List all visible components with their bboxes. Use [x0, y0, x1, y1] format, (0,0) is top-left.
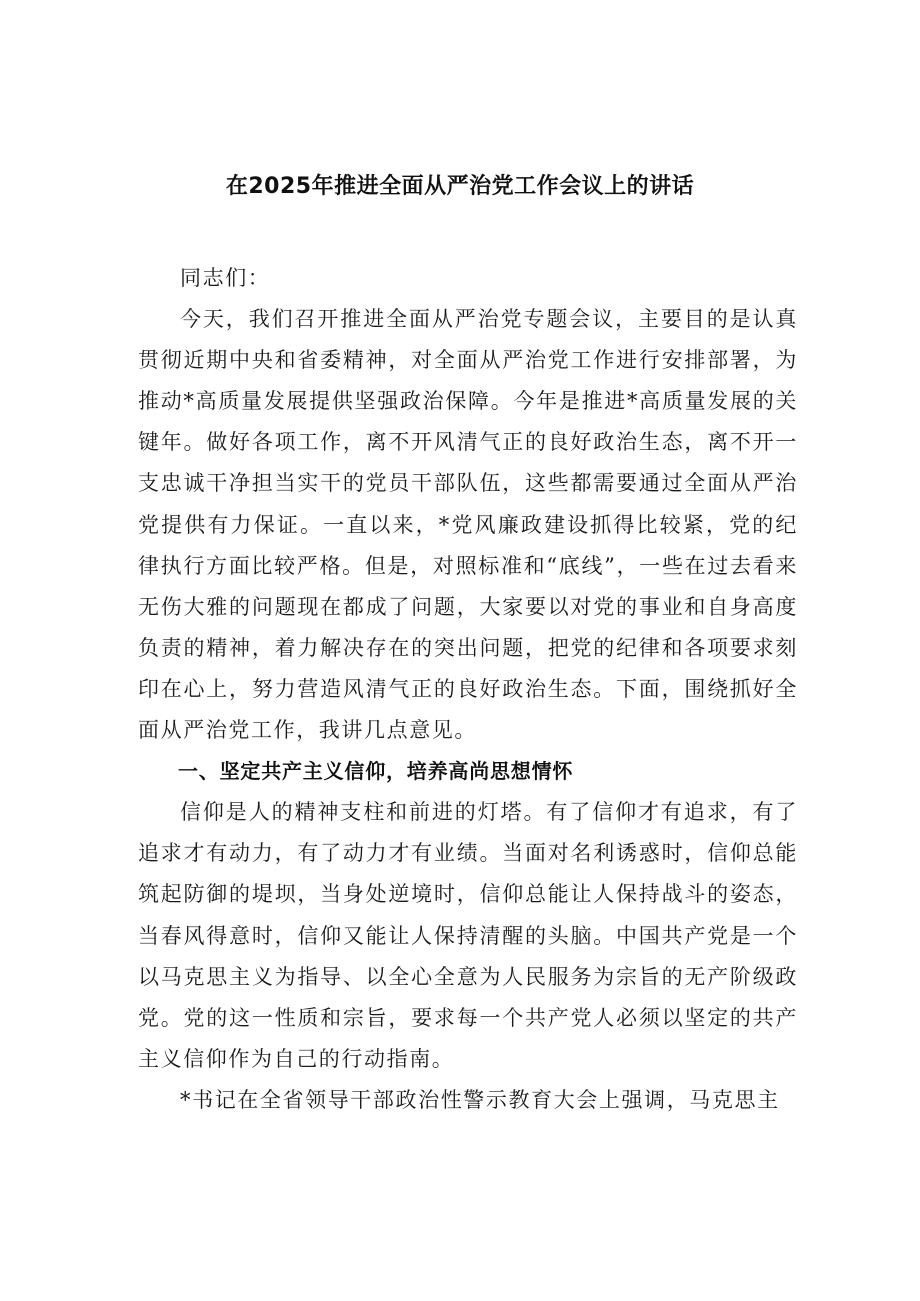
body-paragraph-intro: 今天，我们召开推进全面从严治党专题会议，主要目的是认真贯彻近期中央和省委精神，对全面从严治党工作进行安排部署，为推动*高质量发展提供坚强政治保障。今年是推进*高质量发展的关键年。做好各项工作，离不开风清气正的良好政治生态，离不开一支忠诚干净担当实干的党员干部队伍，这些都需要通过全面从严治党提供有力保证。一直以来，*党风廉政建设抓得比较紧，党的纪律执行方面比较严格。但是，对照标准和“底线”，一些在过去看来无伤大雅的问题现在都成了问题，大家要以对党的事业和自身高度负责的精神，着力解决存在的突出问题，把党的纪律和各项要求刻印在心上，努力营造风清气正的良好政治生态。下面，围绕抓好全面从严治党工作，我讲几点意见。 — [138, 307, 798, 743]
salutation: 同志们： — [180, 266, 271, 290]
section-heading: 一、坚定共产主义信仰，培养高尚思想情怀 — [178, 759, 574, 784]
body-paragraph-faith: 信仰是人的精神支柱和前进的灯塔。有了信仰才有追求，有了追求才有动力，有了动力才有业绩。当面对名利诱惑时，信仰总能筑起防御的堤坝，当身处逆境时，信仰总能让人保持战斗的姿态，当春风得意时，信仰又能让人保持清醒的头脑。中国共产党是一个以马克思主义为指导、以全心全意为人民服务为宗旨的无产阶级政党。党的这一性质和宗旨，要求每一个共产党人必须以坚定的共产主义信仰作为自己的行动指南。 — [138, 800, 798, 1071]
document-body — [138, 258, 798, 1121]
body-paragraph-secretary: *书记在全省领导干部政治性警示教育大会上强调，马克思主 — [180, 1087, 780, 1112]
document-title: 在2025年推进全面从严治党工作会议上的讲话 — [225, 174, 695, 199]
